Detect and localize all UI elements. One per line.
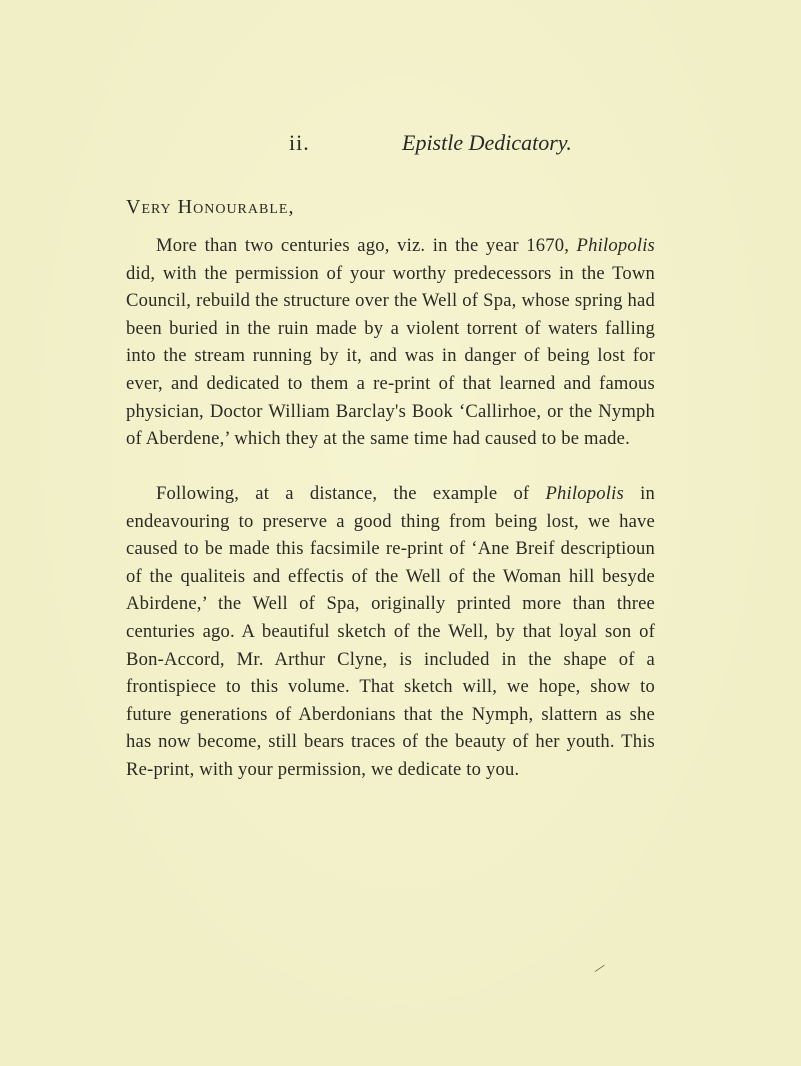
salutation: Very Honourable, bbox=[126, 196, 295, 218]
page-number: ii. bbox=[289, 130, 310, 155]
ink-mark: ⁄ bbox=[595, 962, 604, 977]
paragraph-1: More than two centuries ago, viz. in the year 1670, Philopolis did, with the permission of your worthy predecessors in the Town Council, rebuild the structure over the Well of Spa, whose spring had been buried in the ruin made by a violent torrent of waters falling into the stream running by it, and was in danger of being lost for ever, and dedicated to them a re-print of that learned and famous physician, Doctor William Barclay's Book ‘Callirhoe, or the Nymph of Aberdene,’ which they at the same time had caused to be made. bbox=[126, 235, 655, 450]
page-header bbox=[0, 130, 801, 164]
paragraph-2: Following, at a distance, the example of Philopolis in endeavouring to preserve a good thing from being lost, we have caused to be made this facsimile re-print of ‘Ane Breif descriptioun of the qualiteis and effectis of the Well of the Woman hill besyde Abirdene,’ the Well of Spa, originally printed more than three centuries ago. A beautiful sketch of the Well, by that loyal son of Bon-Accord, Mr. Arthur Clyne, is included in the shape of a frontispiece to this volume. That sketch will, we hope, show to future generations of Aberdonians that the Nymph, slattern as she has now become, still bears traces of the beauty of her youth. This Re-print, with your permission, we dedicate to you. bbox=[126, 483, 655, 780]
running-title: Epistle Dedicatory. bbox=[402, 130, 572, 155]
